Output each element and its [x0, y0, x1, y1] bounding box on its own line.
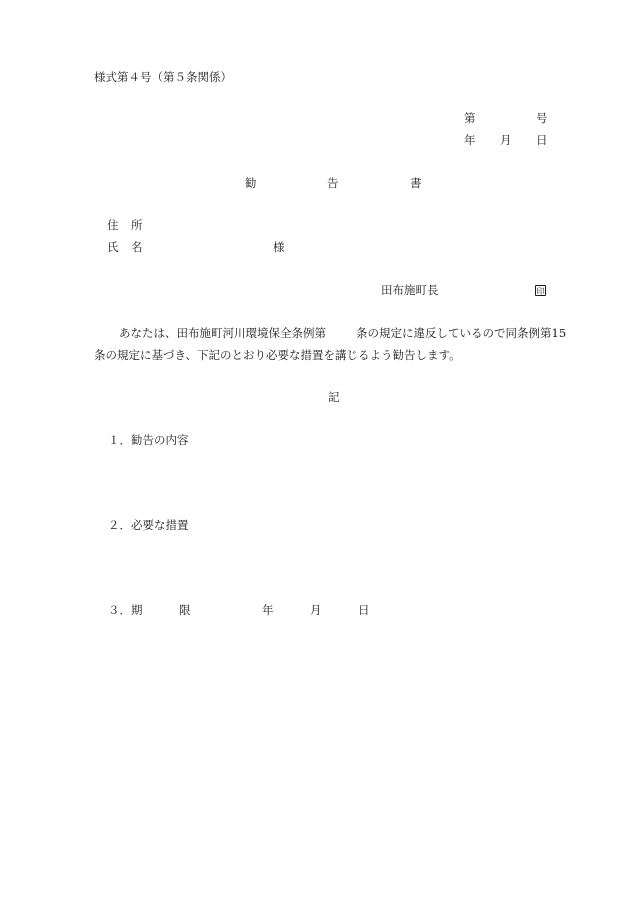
seal-mark: 印: [536, 287, 545, 296]
item3-label-char-2: 限: [179, 603, 191, 617]
honorific: 様: [273, 240, 285, 254]
doc-number-prefix: 第: [464, 111, 476, 125]
title-char-2: 告: [327, 176, 339, 190]
date-year: 年: [464, 133, 476, 147]
address-label-char-1: 住: [107, 218, 119, 232]
item3-label-char-1: 期: [131, 603, 143, 617]
item3-day: 日: [358, 603, 370, 617]
date-day: 日: [536, 133, 548, 147]
name-label-char-1: 氏: [107, 240, 119, 254]
title-char-1: 勧: [245, 176, 257, 190]
issuer-title: 田布施町長: [381, 283, 439, 297]
body-line1-part2: 条の規定に違反しているので同条例第15: [356, 326, 567, 340]
body-line2: 条の規定に基づき、下記のとおり必要な措置を講じるよう勧告します。: [94, 348, 461, 362]
item3-year: 年: [262, 603, 274, 617]
doc-number-suffix: 号: [536, 111, 548, 125]
item2-label: 必要な措置: [131, 518, 189, 532]
body-line1-part1: あなたは、田布施町河川環境保全条例第: [119, 326, 326, 340]
title-char-3: 書: [410, 176, 422, 190]
item1-number: １．: [108, 433, 131, 447]
item2-number: ２．: [108, 518, 131, 532]
item3-month: 月: [310, 603, 322, 617]
item1-label: 勧告の内容: [131, 433, 189, 447]
item3-number: ３．: [108, 603, 131, 617]
name-label-char-2: 名: [131, 240, 143, 254]
address-label-char-2: 所: [131, 218, 143, 232]
ki-heading: 記: [328, 390, 340, 404]
date-month: 月: [500, 133, 512, 147]
form-label: 様式第４号（第５条関係）: [94, 70, 232, 84]
